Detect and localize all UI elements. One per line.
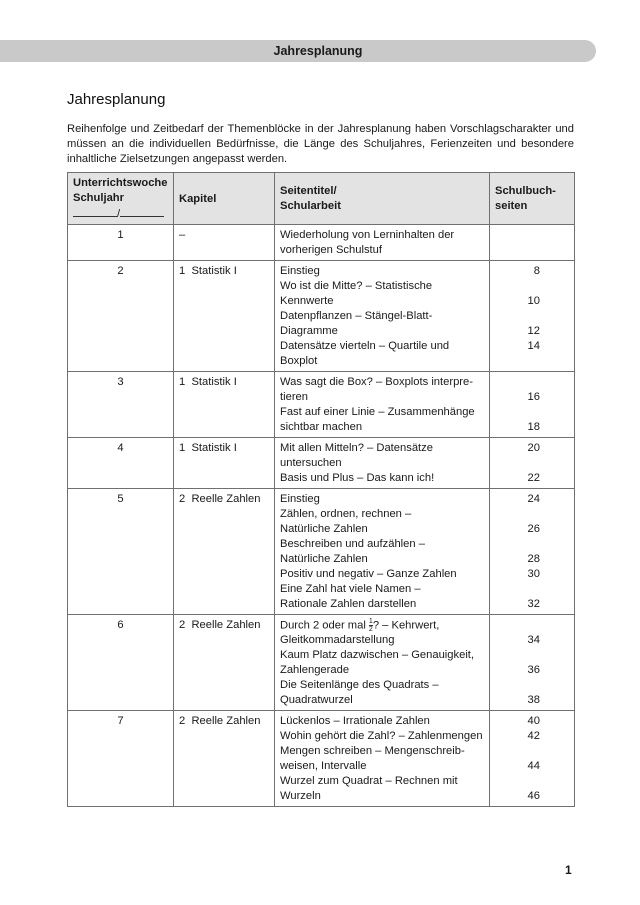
page-number-entry: 14 — [527, 340, 540, 352]
page-number-entry — [495, 279, 540, 294]
week-cell: 7 — [68, 711, 174, 807]
title-line: Wohin gehört die Zahl? – Zahlenmengen — [280, 730, 483, 743]
title-line: Mengen schreiben – Mengenschreib- — [280, 745, 465, 758]
title-line: Datensätze vierteln – Quartile und — [280, 340, 450, 352]
week-cell: 3 — [68, 372, 174, 438]
title-cell — [275, 489, 490, 615]
table-row — [68, 225, 575, 261]
page-number-entry: 32 — [527, 598, 540, 610]
title-cell — [275, 711, 490, 807]
page-number-entry — [495, 678, 540, 693]
header-title: Jahresplanung — [273, 44, 363, 58]
pages-cell — [490, 225, 575, 261]
title-line: Quadratwurzel — [280, 694, 353, 707]
page-number-entry: 28 — [527, 553, 540, 565]
header-pages-line1: Schulbuch- — [495, 185, 556, 197]
page-number-entry — [495, 309, 540, 324]
title-cell — [275, 225, 490, 261]
page-number-entry — [495, 456, 540, 471]
header-title — [275, 173, 490, 225]
title-line: Kaum Platz dazwischen – Genauigkeit, — [280, 649, 475, 662]
header-bar — [0, 40, 596, 62]
page-number-entry: 42 — [527, 730, 540, 743]
header-pages-line2: seiten — [495, 200, 528, 212]
header-week-line1: Unterrichtswoche — [73, 177, 168, 189]
title-cell — [275, 615, 490, 711]
page-number-entry: 12 — [527, 325, 540, 337]
title-line: Boxplot — [280, 355, 318, 367]
table-header-row — [68, 173, 575, 225]
page-number-entry — [495, 648, 540, 663]
pages-cell — [490, 372, 575, 438]
title-line: Einstieg — [280, 493, 320, 505]
title-line: Gleitkommadarstellung — [280, 634, 395, 647]
title-line: Was sagt die Box? – Boxplots interpre- — [280, 376, 473, 388]
header-pages — [490, 173, 575, 225]
title-line: Basis und Plus – Das kann ich! — [280, 472, 435, 484]
chapter-cell: 2 Reelle Zahlen — [174, 615, 275, 711]
title-line: Einstieg — [280, 265, 320, 277]
fraction-numerator: 1 — [368, 618, 373, 625]
pages-cell — [490, 489, 575, 615]
chapter-cell: 1 Statistik I — [174, 372, 275, 438]
header-chapter: Kapitel — [174, 173, 275, 225]
page-number-entry — [495, 375, 540, 390]
title-line: Natürliche Zahlen — [280, 553, 368, 565]
pages-cell — [490, 261, 575, 372]
title-line: Natürliche Zahlen — [280, 523, 368, 535]
chapter-cell: 2 Reelle Zahlen — [174, 711, 275, 807]
title-line: Zählen, ordnen, rechnen – — [280, 508, 412, 520]
title-line: Zahlengerade — [280, 664, 350, 677]
pages-cell — [490, 711, 575, 807]
intro-paragraph: Reihenfolge und Zeitbedarf der Themenblöcke in der Jahresplanung haben Vorschlagscharakter und müssen an die individuellen Bedürfnisse, die Länge des Schuljahres, Ferienzeiten und besondere inhaltliche Zielsetzungen angepasst werden. — [67, 123, 574, 165]
page-number-entry: 22 — [527, 472, 540, 484]
table-row — [68, 438, 575, 489]
title-cell — [275, 438, 490, 489]
page-number-entry: 10 — [527, 295, 540, 307]
title-line: Datenpflanzen – Stängel-Blatt- — [280, 310, 433, 322]
title-cell — [275, 372, 490, 438]
week-cell: 5 — [68, 489, 174, 615]
page-number-entry: 36 — [527, 664, 540, 676]
table-row — [68, 711, 575, 807]
page-number-entry: 30 — [527, 568, 540, 580]
header-title-line2: Schularbeit — [280, 200, 341, 212]
page-number-entry — [495, 405, 540, 420]
page-number-entry: 8 — [533, 265, 540, 277]
pages-cell — [490, 615, 575, 711]
title-line: Eine Zahl hat viele Namen – — [280, 583, 421, 595]
header-title-line1: Seitentitel/ — [280, 185, 337, 197]
title-line: Fast auf einer Linie – Zusammenhänge — [280, 406, 475, 418]
chapter-cell: 1 Statistik I — [174, 261, 275, 372]
plan-table — [67, 172, 575, 807]
title-line: Die Seitenlänge des Quadrats – — [280, 679, 439, 692]
page-number-entry: 24 — [527, 493, 540, 505]
pages-cell — [490, 438, 575, 489]
title-line — [280, 618, 484, 633]
page-number-entry: 26 — [527, 523, 540, 535]
page-number-entry: 44 — [527, 760, 540, 773]
page-number-entry: 40 — [527, 715, 540, 728]
week-cell: 1 — [68, 225, 174, 261]
chapter-cell: 2 Reelle Zahlen — [174, 489, 275, 615]
page-number: 1 — [565, 863, 572, 877]
header-week-line2: Schuljahr — [73, 192, 124, 204]
week-cell: 2 — [68, 261, 174, 372]
title-line: Diagramme — [280, 325, 338, 337]
title-line: sichtbar machen — [280, 421, 363, 433]
page-number-entry — [495, 744, 540, 759]
page-number-entry: 16 — [527, 391, 540, 403]
table-row — [68, 615, 575, 711]
chapter-cell: 1 Statistik I — [174, 438, 275, 489]
title-line: Mit allen Mitteln? – Datensätze — [280, 442, 433, 454]
page-number-entry: 46 — [527, 790, 540, 803]
page-number-entry: 38 — [527, 694, 540, 706]
table-row — [68, 372, 575, 438]
page-number-entry — [495, 243, 540, 258]
title-line-pre: Durch 2 oder mal — [280, 619, 369, 632]
title-line: Wurzeln — [280, 790, 321, 803]
title-line: Wurzel zum Quadrat – Rechnen mit — [280, 775, 458, 788]
title-line: tieren — [280, 391, 308, 403]
title-line: Positiv und negativ – Ganze Zahlen — [280, 568, 457, 580]
page-number-entry — [495, 537, 540, 552]
week-cell: 6 — [68, 615, 174, 711]
table-row — [68, 261, 575, 372]
title-line: Lückenlos – Irrationale Zahlen — [280, 715, 430, 728]
title-line: Wo ist die Mitte? – Statistische Kennwerte — [280, 280, 433, 307]
title-line: Rationale Zahlen darstellen — [280, 598, 417, 610]
page-number-entry — [495, 582, 540, 597]
page-number-entry: 20 — [527, 442, 540, 454]
page-number-entry — [495, 228, 540, 243]
page-number-entry: 18 — [527, 421, 540, 433]
title-line: untersuchen — [280, 457, 342, 469]
page-number-entry — [495, 774, 540, 789]
header-week-sep: / — [117, 208, 121, 220]
title-line: Wiederholung von Lerninhalten der — [280, 229, 455, 241]
header-week-blank — [73, 206, 168, 222]
week-cell: 4 — [68, 438, 174, 489]
title-line-post: ? – Kehrwert, — [372, 619, 440, 632]
page-number-entry — [495, 507, 540, 522]
page-number-entry — [495, 618, 540, 633]
table-row — [68, 489, 575, 615]
title-line: vorherigen Schulstuf — [280, 244, 382, 256]
chapter-cell: – — [174, 225, 275, 261]
header-week — [68, 173, 174, 225]
title-line: weisen, Intervalle — [280, 760, 367, 773]
page-title: Jahresplanung — [67, 91, 166, 108]
fraction-denominator: 2 — [368, 626, 373, 633]
page-number-entry: 34 — [527, 634, 540, 646]
title-line: Beschreiben und aufzählen – — [280, 538, 425, 550]
title-cell — [275, 261, 490, 372]
